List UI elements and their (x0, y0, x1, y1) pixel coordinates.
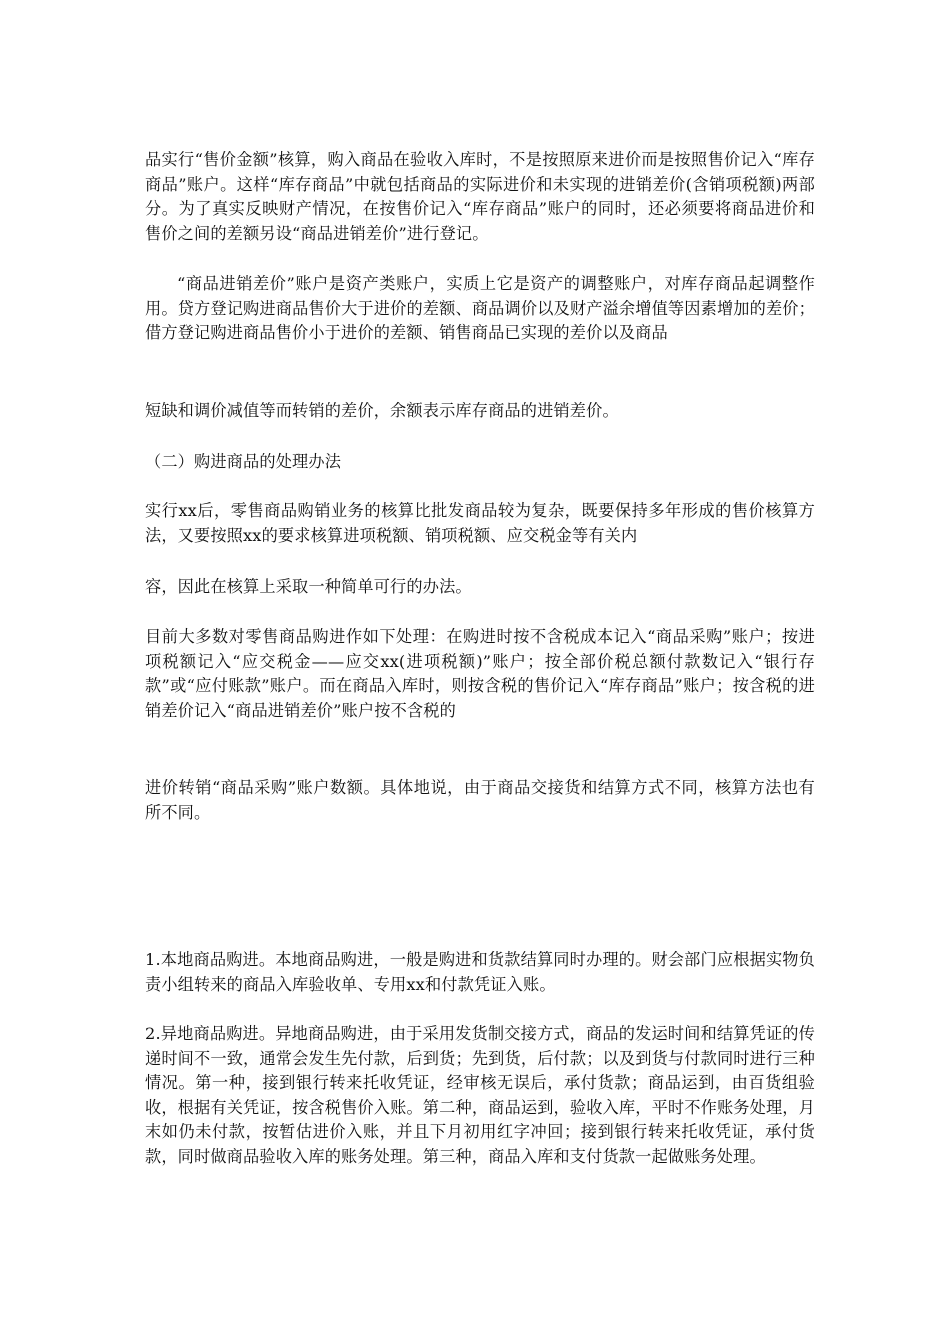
paragraph-local-purchase: 1.本地商品购进。本地商品购进，一般是购进和货款结算同时办理的。财会部门应根据实物负责小组转来的商品入库验收单、专用xx和付款凭证入账。 (145, 950, 815, 994)
paragraph-purchase-treatment-continued: 进价转销“商品采购”账户数额。具体地说，由于商品交接货和结算方式不同，核算方法也有所不同。 (145, 778, 815, 822)
paragraph-price-difference-account: “商品进销差价”账户是资产类账户，实质上它是资产的调整账户，对库存商品起调整作用。贷方登记购进商品售价大于进价的差额、商品调价以及财产溢余增值等因素增加的差价；借方登记购进商品售价小于进价的差额、销售商品已实现的差价以及商品 (145, 274, 815, 343)
paragraph-retail-pricing: 品实行“售价金额”核算，购入商品在验收入库时，不是按照原来进价而是按照售价记入“库存商品”账户。这样“库存商品”中就包括商品的实际进价和未实现的进销差价(含销项税额)两部分。为了真实反映财产情况，在按售价记入“库存商品”账户的同时，还必须要将商品进价和售价之间的差额另设“商品进销差价”进行登记。 (145, 150, 815, 243)
paragraph-remote-purchase: 2.异地商品购进。异地商品购进，由于采用发货制交接方式，商品的发运时间和结算凭证的传递时间不一致，通常会发生先付款，后到货；先到货，后付款；以及到货与付款同时进行三种情况。第一种，接到银行转来托收凭证，经审核无误后，承付货款；商品运到，由百货组验收，根据有关凭证，按含税售价入账。第二种，商品运到，验收入库，平时不作账务处理，月末如仍未付款，按暂估进价入账，并且下月初用红字冲回；接到银行转来托收凭证，承付货款，同时做商品验收入库的账务处理。第三种，商品入库和支付货款一起做账务处理。 (145, 1024, 815, 1166)
paragraph-vat-continued: 容，因此在核算上采取一种简单可行的办法。 (145, 577, 472, 596)
paragraph-purchase-treatment: 目前大多数对零售商品购进作如下处理：在购进时按不含税成本记入“商品采购”账户；按进项税额记入“应交税金——应交xx(进项税额)”账户；按全部价税总额付款数记入“银行存款”或“应付账款”账户。而在商品入库时，则按含税的售价记入“库存商品”账户；按含税的进销差价记入“商品进销差价”账户按不含税的 (145, 627, 815, 720)
section-heading-purchase-handling: （二）购进商品的处理办法 (145, 452, 342, 471)
paragraph-price-difference-continued: 短缺和调价减值等而转销的差价，余额表示库存商品的进销差价。 (145, 401, 619, 420)
paragraph-vat-implementation: 实行xx后，零售商品购销业务的核算比批发商品较为复杂，既要保持多年形成的售价核算方法，又要按照xx的要求核算进项税额、销项税额、应交税金等有关内 (145, 501, 815, 545)
